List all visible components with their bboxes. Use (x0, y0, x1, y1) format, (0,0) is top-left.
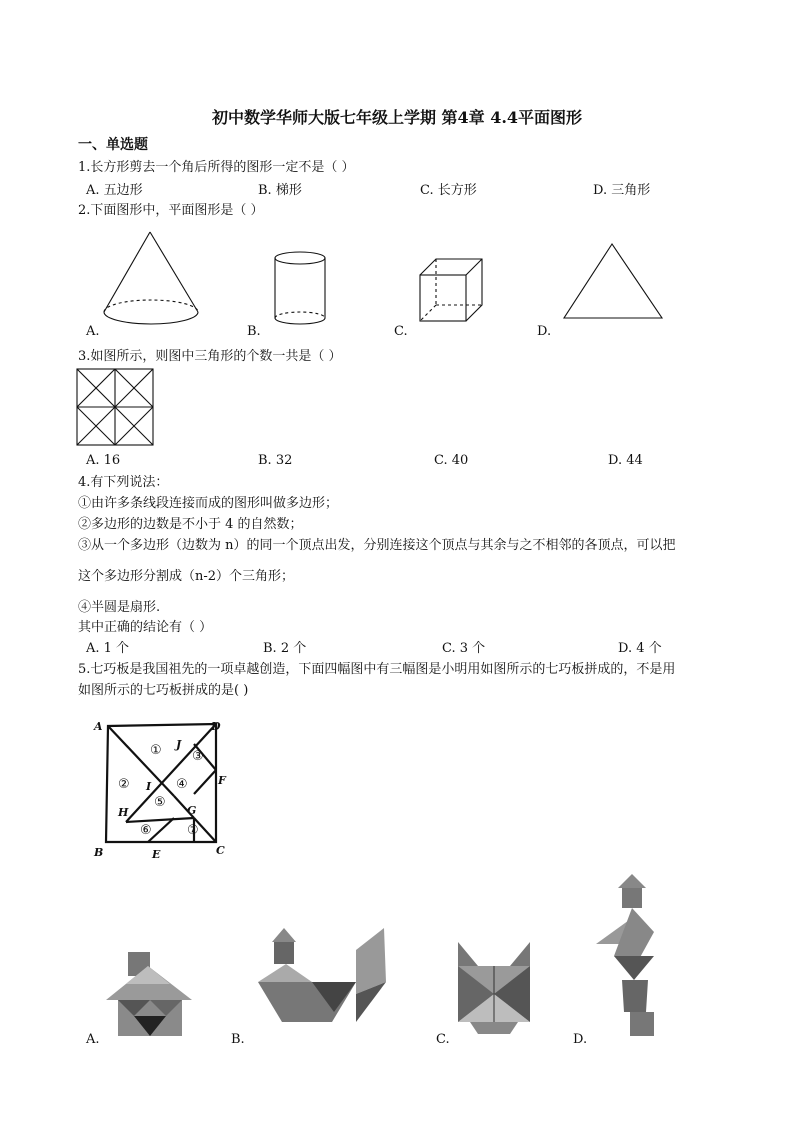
question-5-stem-line1: 5.七巧板是我国祖先的一项卓越创造，下面四幅图中有三幅图是小明用如图所示的七巧板拼成的，不是用 (78, 662, 676, 677)
question-3-stem: 3.如图所示，则图中三角形的个数一共是（ ） (78, 349, 342, 364)
tangram-piece-5: ⑤ (154, 795, 166, 810)
q4-statement-2: ②多边形的边数是不小于 4 的自然数； (78, 517, 303, 532)
q4-option-d: D. 4 个 (618, 641, 662, 656)
tangram-vertex-h: H (118, 806, 129, 819)
tangram-vertex-e: E (152, 848, 161, 861)
tangram-vertex-c: C (216, 844, 225, 857)
q2-label-d: D. (537, 324, 552, 339)
q5-label-c: C. (436, 1032, 450, 1047)
tangram-piece-1: ① (150, 743, 162, 758)
question-1-stem: 1.长方形剪去一个角后所得的图形一定不是（ ） (78, 160, 355, 175)
tangram-figure (90, 718, 240, 864)
cylinder-icon (272, 250, 328, 330)
person-tangram-icon (594, 872, 670, 1040)
question-4-stem: 4.有下列说法： (78, 475, 169, 490)
q4-statement-4: ④半圆是扇形. (78, 600, 161, 615)
tangram-piece-6: ⑥ (140, 823, 152, 838)
q3-option-d: D. 44 (608, 453, 643, 468)
tangram-piece-3: ③ (192, 749, 204, 764)
tangram-vertex-d: D (211, 720, 221, 733)
q5-label-b: B. (231, 1032, 245, 1047)
q4-statement-1: ①由许多条线段连接而成的图形叫做多边形； (78, 496, 339, 511)
house-tangram-icon (104, 948, 194, 1040)
q4-option-c: C. 3 个 (442, 641, 486, 656)
cone-icon (100, 228, 204, 328)
cat-tangram-icon (456, 940, 532, 1036)
triangle-grid-figure (76, 368, 154, 446)
question-5-stem-line2: 如图所示的七巧板拼成的是( ) (78, 683, 249, 698)
tangram-vertex-a: A (94, 720, 103, 733)
q3-option-c: C. 40 (434, 453, 469, 468)
cube-icon (416, 255, 488, 327)
q4-option-a: A. 1 个 (86, 641, 130, 656)
triangle-icon (560, 240, 666, 322)
boat-tangram-icon (252, 922, 394, 1040)
q3-option-a: A. 16 (86, 453, 121, 468)
tangram-vertex-b: B (94, 846, 104, 859)
q1-option-a: A. 五边形 (86, 183, 143, 198)
tangram-piece-7: ⑦ (187, 823, 199, 838)
tangram-piece-2: ② (118, 777, 130, 792)
question-2-stem: 2.下面图形中，平面图形是（ ） (78, 203, 264, 218)
q1-option-d: D. 三角形 (593, 183, 651, 198)
tangram-vertex-j: J (176, 738, 182, 751)
q5-label-a: A. (86, 1032, 100, 1047)
q4-conclusion: 其中正确的结论有（ ） (78, 620, 213, 635)
tangram-piece-4: ④ (176, 777, 188, 792)
page-title: 初中数学华师大版七年级上学期 第4章 4.4平面图形 (211, 108, 583, 127)
tangram-vertex-g: G (187, 804, 197, 817)
tangram-vertex-i: I (146, 780, 152, 793)
q5-label-d: D. (573, 1032, 588, 1047)
q4-statement-3-cont: 这个多边形分割成（n-2）个三角形； (78, 569, 295, 584)
q4-option-b: B. 2 个 (263, 641, 307, 656)
tangram-vertex-f: F (218, 774, 226, 787)
q1-option-b: B. 梯形 (258, 183, 302, 198)
section-heading: 一、单选题 (78, 137, 148, 153)
q1-option-c: C. 长方形 (420, 183, 477, 198)
q4-statement-3: ③从一个多边形（边数为 n）的同一个顶点出发，分别连接这个顶点与其余与之不相邻的各顶点，可以把 (78, 538, 676, 553)
q3-option-b: B. 32 (258, 453, 293, 468)
q2-label-c: C. (394, 324, 408, 339)
q2-label-a: A. (86, 324, 100, 339)
q2-label-b: B. (247, 324, 261, 339)
